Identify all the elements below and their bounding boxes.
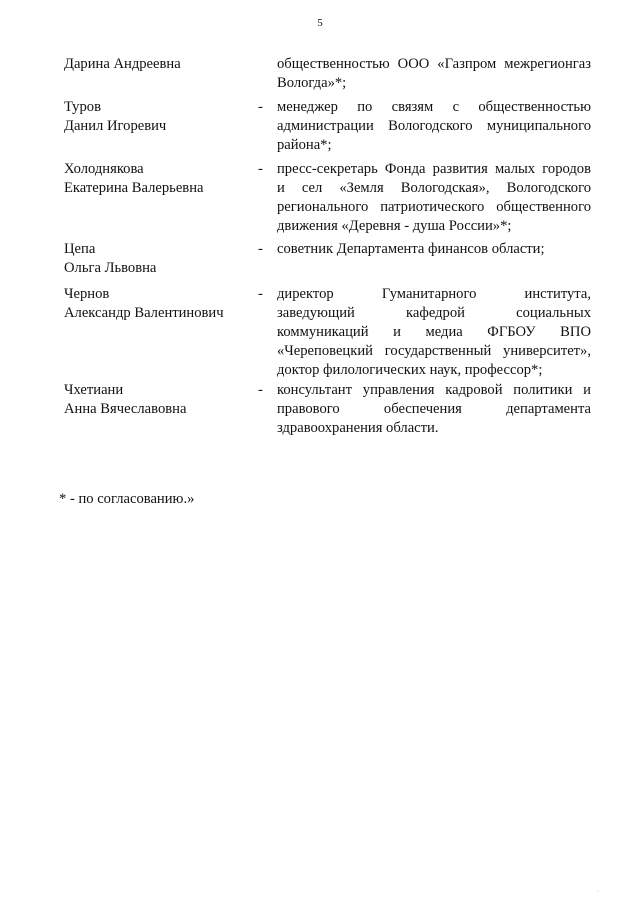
- member-name: [64, 381, 254, 419]
- role-line: заведующий кафедрой социальных: [277, 305, 591, 321]
- member-name-line: Екатерина Валерьевна: [64, 180, 204, 196]
- role-line: консультант управления кадровой политики и: [277, 382, 591, 398]
- member-role: [277, 98, 591, 155]
- member-name-line: Александр Валентинович: [64, 305, 224, 321]
- member-role: [277, 240, 591, 259]
- role-line: пресс-секретарь Фонда развития малых городов: [277, 161, 591, 177]
- member-role: [277, 285, 591, 380]
- role-line: здравоохранения области.: [277, 420, 439, 436]
- role-line: менеджер по связям с общественностью: [277, 99, 591, 115]
- role-line: правового обеспечения департамента: [277, 401, 591, 417]
- member-name-line: Анна Вячеславовна: [64, 401, 187, 417]
- page-number: 5: [317, 17, 323, 29]
- role-line: доктор филологических наук, профессор*;: [277, 362, 543, 378]
- role-line: администрации Вологодского муниципального: [277, 118, 591, 134]
- member-role: [277, 160, 591, 236]
- role-line: регионального патриотического общественного: [277, 199, 591, 215]
- member-role: [277, 381, 591, 438]
- member-role: [277, 55, 591, 93]
- role-line: коммуникаций и медиа ФГБОУ ВПО: [277, 324, 591, 340]
- role-line: советник Департамента финансов области;: [277, 241, 545, 257]
- member-name-line: Туров: [64, 99, 101, 115]
- role-line: Вологда»*;: [277, 75, 347, 91]
- member-name: [64, 98, 254, 136]
- member-name-line: Холоднякова: [64, 161, 144, 177]
- entry-dash: -: [258, 161, 263, 177]
- entry-dash: -: [258, 99, 263, 115]
- member-name-line: Чернов: [64, 286, 110, 302]
- footnote: * - по согласованию.»: [59, 491, 195, 507]
- role-line: «Череповецкий государственный университет»,: [277, 343, 591, 359]
- entry-dash: -: [258, 286, 263, 302]
- member-name: [64, 55, 254, 74]
- role-line: и сел «Земля Вологодская», Вологодского: [277, 180, 591, 196]
- scan-speck: ·: [597, 889, 599, 895]
- member-name-line: Дарина Андреевна: [64, 56, 181, 72]
- role-line: движения «Деревня - душа России»*;: [277, 218, 512, 234]
- member-name: [64, 160, 254, 198]
- member-name: [64, 285, 254, 323]
- member-name: [64, 240, 254, 278]
- member-name-line: Данил Игоревич: [64, 118, 167, 134]
- entry-dash: -: [258, 382, 263, 398]
- role-line: общественностью ООО «Газпром межрегионгаз: [277, 56, 591, 72]
- member-name-line: Чхетиани: [64, 382, 124, 398]
- member-name-line: Цепа: [64, 241, 96, 257]
- member-name-line: Ольга Львовна: [64, 260, 157, 276]
- role-line: директор Гуманитарного института,: [277, 286, 591, 302]
- entry-dash: -: [258, 241, 263, 257]
- role-line: района*;: [277, 137, 332, 153]
